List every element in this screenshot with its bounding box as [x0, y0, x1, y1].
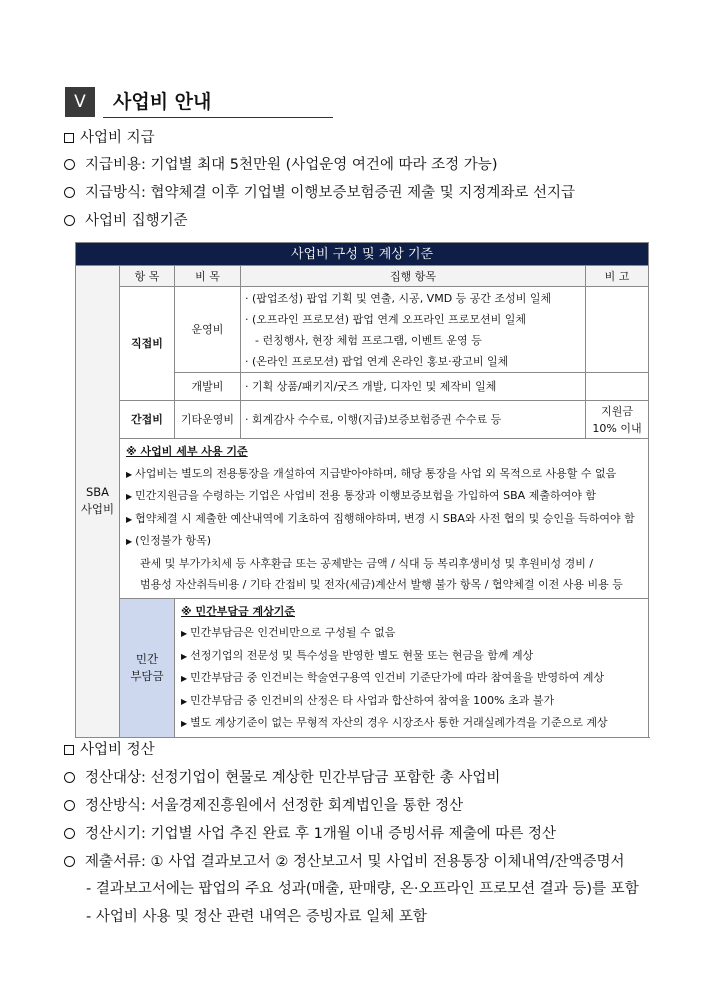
- other-cost-label: 기타운영비: [175, 401, 241, 439]
- table-caption: 사업비 구성 및 계상 기준: [76, 243, 649, 266]
- side-label-private: 민간 부담금: [120, 598, 175, 737]
- column-header: 집행 항목: [241, 266, 586, 287]
- development-cost-label: 개발비: [175, 373, 241, 401]
- other-cost-remark: 지원금 10% 이내: [586, 401, 649, 439]
- operating-cost-label: 운영비: [175, 287, 241, 373]
- development-cost-item: · 기획 상품/패키지/굿즈 개발, 디자인 및 제작비 일체: [241, 373, 586, 401]
- section-heading: [65, 87, 333, 117]
- indirect-cost-label: 간접비: [120, 401, 175, 439]
- circle-bullet-icon: [64, 856, 75, 867]
- payment-item: 지급방식: 협약체결 이후 기업별 이행보증보험증권 제출 및 지정계좌로 선지급: [64, 183, 575, 203]
- square-bullet-icon: [64, 745, 74, 755]
- remarks-cell: [586, 373, 649, 401]
- circle-bullet-icon: [64, 772, 75, 783]
- settlement-item: 정산방식: 서울경제진흥원에서 선정한 회계법인을 통한 정산: [64, 796, 463, 816]
- circle-bullet-icon: [64, 159, 75, 170]
- column-header: 비 고: [586, 266, 649, 287]
- square-bullet-icon: [64, 133, 74, 143]
- side-label-sba: SBA 사업비: [76, 266, 120, 738]
- payment-item: 지급비용: 기업별 최대 5천만원 (사업운영 여건에 따라 조정 가능): [64, 155, 497, 175]
- operating-cost-items: · (팝업조성) 팝업 기획 및 연출, 시공, VMD 등 공간 조성비 일체 · (오프라인 프로모션) 팝업 연계 오프라인 프로모션비 일체 - 런칭행사, 현장 체험 프로그램, 이벤트 운영 등 · (온라인 프로모션) 팝업 연계 온라인 홍보·광고비 일체: [241, 287, 586, 373]
- direct-cost-label: 직접비: [120, 287, 175, 401]
- section-title: 사업비 안내: [113, 91, 212, 113]
- column-header: 항 목: [120, 266, 175, 287]
- circle-bullet-icon: [64, 187, 75, 198]
- remarks-cell: [586, 287, 649, 373]
- payment-item: 사업비 집행기준: [64, 211, 188, 231]
- sba-usage-notes: ※ 사업비 세부 사용 기준 ▶ 사업비는 별도의 전용통장을 개설하여 지급받아야하며, 해당 통장을 사업 외 목적으로 사용할 수 없음 ▶ 민간지원금을 수령하는 기업은 사업비 전용 통장과 이행보증보험을 가입하여 SBA 제출하여야 함 ▶ 협약체결 시 제출한 예산내역에 기초하여 집행해야하며, 변경 시 SBA와 사전 협의 및 승인을 득하여야 함 ▶ (인정불가 항목) 관세 및 부가가치세 등 사후환급 또는 공제받는 금액 / 식대 등 복리후생비성 및 후원비성 경비 / 범용성 자산취득비용 / 기타 간접비 및 전자(세금)계산서 발행 불가 항목 / 협약체결 이전 사용 비용 등: [120, 439, 649, 599]
- circle-bullet-icon: [64, 828, 75, 839]
- settlement-item: 정산대상: 선정기업이 현물로 계상한 민간부담금 포함한 총 사업비: [64, 768, 500, 788]
- payment-heading: 사업비 지급: [64, 128, 155, 148]
- circle-bullet-icon: [64, 215, 75, 226]
- settlement-item: 정산시기: 기업별 사업 추진 완료 후 1개월 이내 증빙서류 제출에 따른 정산: [64, 824, 556, 844]
- settlement-sub-item: - 사업비 사용 및 정산 관련 내역은 증빙자료 일체 포함: [86, 909, 427, 925]
- column-header: 비 목: [175, 266, 241, 287]
- private-share-notes: ※ 민간부담금 계상기준 ▶ 민간부담금은 인건비만으로 구성될 수 없음 ▶ 선정기업의 전문성 및 특수성을 반영한 별도 현물 또는 현금을 함께 계상 ▶ 민간부담금 중 인건비는 학술연구용역 인건비 기준단가에 따라 참여율을 반영하여 계상 ▶ 민간부담금 중 인건비의 산정은 타 사업과 합산하여 참여율 100% 초과 불가 ▶ 별도 계상기준이 없는 무형적 자산의 경우 시장조사 통한 거래실례가격을 기준으로 계상: [175, 598, 649, 737]
- section-number: V: [65, 87, 95, 117]
- settlement-item: 제출서류: ① 사업 결과보고서 ② 정산보고서 및 사업비 전용통장 이체내역/잔액증명서: [64, 852, 624, 872]
- settlement-heading: 사업비 정산: [64, 740, 155, 760]
- settlement-sub-item: - 결과보고서에는 팝업의 주요 성과(매출, 판매량, 온·오프라인 프로모션 결과 등)를 포함: [86, 881, 639, 897]
- other-cost-item: · 회계감사 수수료, 이행(지급)보증보험증권 수수료 등: [241, 401, 586, 439]
- section-underline: [103, 117, 333, 118]
- circle-bullet-icon: [64, 800, 75, 811]
- budget-table: [75, 242, 649, 738]
